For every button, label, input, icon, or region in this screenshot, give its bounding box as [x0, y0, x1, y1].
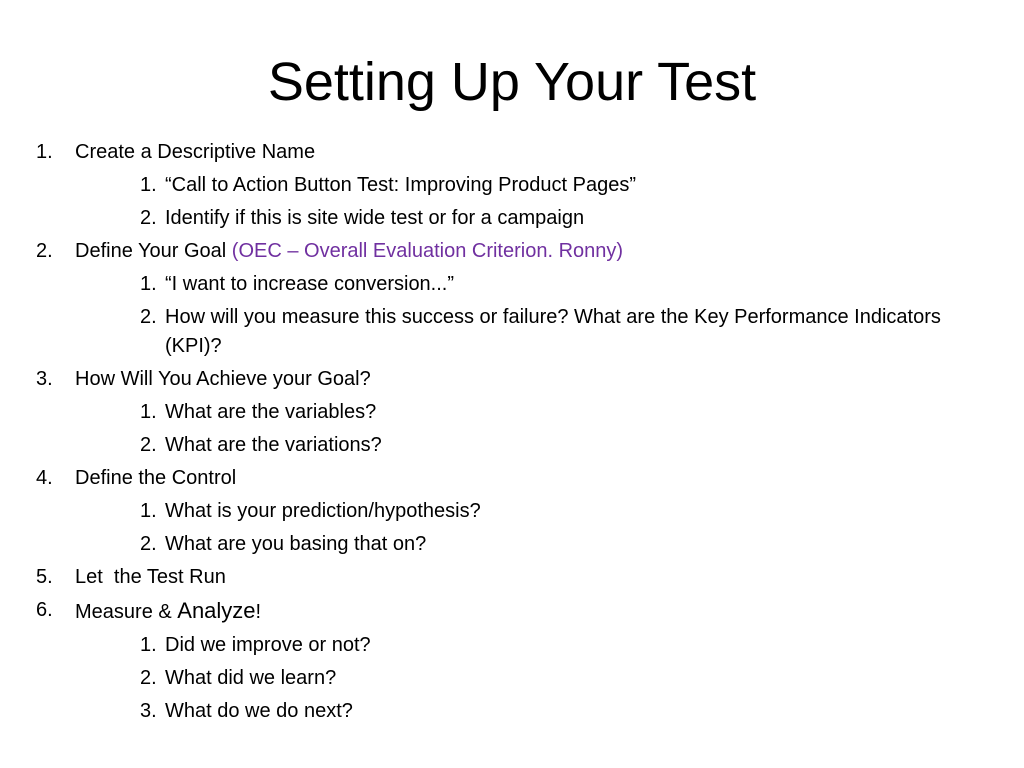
- sub-item-number: 1.: [140, 401, 157, 423]
- oec-note: (OEC – Overall Evaluation Criterion. Ronny): [231, 240, 624, 262]
- sub-list-item: [0, 695, 1024, 728]
- list-item: [0, 561, 1024, 594]
- item-text: How Will You Achieve your Goal?: [75, 368, 371, 390]
- list-item: [0, 363, 1024, 396]
- slide-title: Setting Up Your Test: [267, 52, 757, 112]
- sub-item-number: 2.: [140, 533, 157, 555]
- item-text-wrapper: [75, 594, 1024, 629]
- item-number: 4.: [36, 467, 53, 489]
- sub-list-item: [0, 396, 1024, 429]
- sub-item-number: 1.: [140, 634, 157, 656]
- sub-list-item: [0, 169, 1024, 202]
- sub-item-text: Did we improve or not?: [165, 634, 371, 656]
- sub-item-number: 1.: [140, 500, 157, 522]
- item-text: Define the Control: [75, 467, 237, 489]
- item-text: Let the Test Run: [75, 566, 226, 588]
- sub-item-text: What do we do next?: [165, 700, 353, 722]
- outline-list: [0, 136, 1024, 728]
- list-item: [0, 462, 1024, 495]
- item-text: Measure &: [75, 601, 178, 623]
- sub-list-item: [0, 429, 1024, 462]
- sub-list-item: [0, 202, 1024, 235]
- sub-item-number: 1.: [140, 273, 157, 295]
- sub-item-number: 2.: [140, 207, 157, 229]
- sub-item-number: 1.: [140, 174, 157, 196]
- item-number: 5.: [36, 566, 53, 588]
- analyze-word: Analyze: [177, 598, 256, 623]
- sub-item-text: What are you basing that on?: [165, 533, 427, 555]
- list-item: [0, 235, 1024, 268]
- sub-item-text: What is your prediction/hypothesis?: [165, 500, 481, 522]
- sub-item-number: 2.: [140, 434, 157, 456]
- sub-list-item: [0, 268, 1024, 301]
- sub-item-text: What are the variations?: [165, 434, 382, 456]
- list-item: [0, 594, 1024, 629]
- list-item: [0, 136, 1024, 169]
- sub-item-text: What did we learn?: [165, 667, 337, 689]
- item-text: Define Your Goal: [75, 240, 232, 262]
- item-number: 6.: [36, 599, 53, 621]
- sub-item-text: How will you measure this success or failure? What are the Key Performance Indicators (KPI)?: [165, 306, 941, 357]
- item-number: 1.: [36, 141, 53, 163]
- item-number: 2.: [36, 240, 53, 262]
- sub-item-text: “I want to increase conversion...”: [165, 273, 455, 295]
- sub-item-text: What are the variables?: [165, 401, 377, 423]
- sub-list-item: [0, 528, 1024, 561]
- sub-item-text: Identify if this is site wide test or for a campaign: [165, 207, 585, 229]
- item-text-tail: !: [255, 601, 262, 623]
- item-text-wrapper: [75, 235, 1024, 268]
- sub-list-item: [0, 495, 1024, 528]
- item-text: Create a Descriptive Name: [75, 141, 316, 163]
- sub-item-text: “Call to Action Button Test: Improving Product Pages”: [165, 174, 636, 196]
- sub-list-item: [0, 662, 1024, 695]
- sub-list-item: [0, 301, 1024, 363]
- sub-item-number: 2.: [140, 667, 157, 689]
- sub-list-item: [0, 629, 1024, 662]
- sub-item-number: 3.: [140, 700, 157, 722]
- item-number: 3.: [36, 368, 53, 390]
- sub-item-number: 2.: [140, 306, 157, 328]
